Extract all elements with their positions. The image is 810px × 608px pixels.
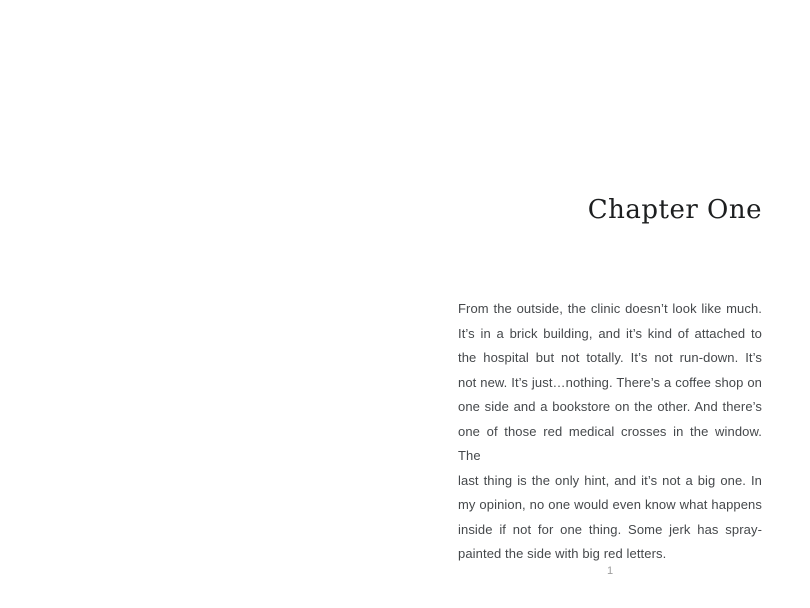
body-line: painted the side with big red letters. [458, 546, 667, 561]
body-line: inside if not for one thing. Some jerk has spray- [458, 521, 762, 537]
body-line: last thing is the only hint, and it’s not a big one. In [458, 472, 762, 488]
body-text [458, 297, 762, 567]
body-line: the hospital but not totally. It’s not run-down. It’s [458, 350, 762, 365]
body-line: It’s in a brick building, and it’s kind of attached to [458, 325, 762, 341]
body-line: not new. It’s just…nothing. There’s a coffee shop on [458, 374, 762, 390]
body-line: one of those red medical crosses in the window. The [458, 423, 762, 463]
page-number: 1 [606, 565, 614, 577]
body-line: my opinion, no one would even know what happens [458, 497, 762, 512]
body-line: one side and a bookstore on the other. And there’s [458, 399, 762, 414]
chapter-title: Chapter One [587, 195, 762, 225]
body-line: From the outside, the clinic doesn’t look like much. [458, 301, 762, 316]
